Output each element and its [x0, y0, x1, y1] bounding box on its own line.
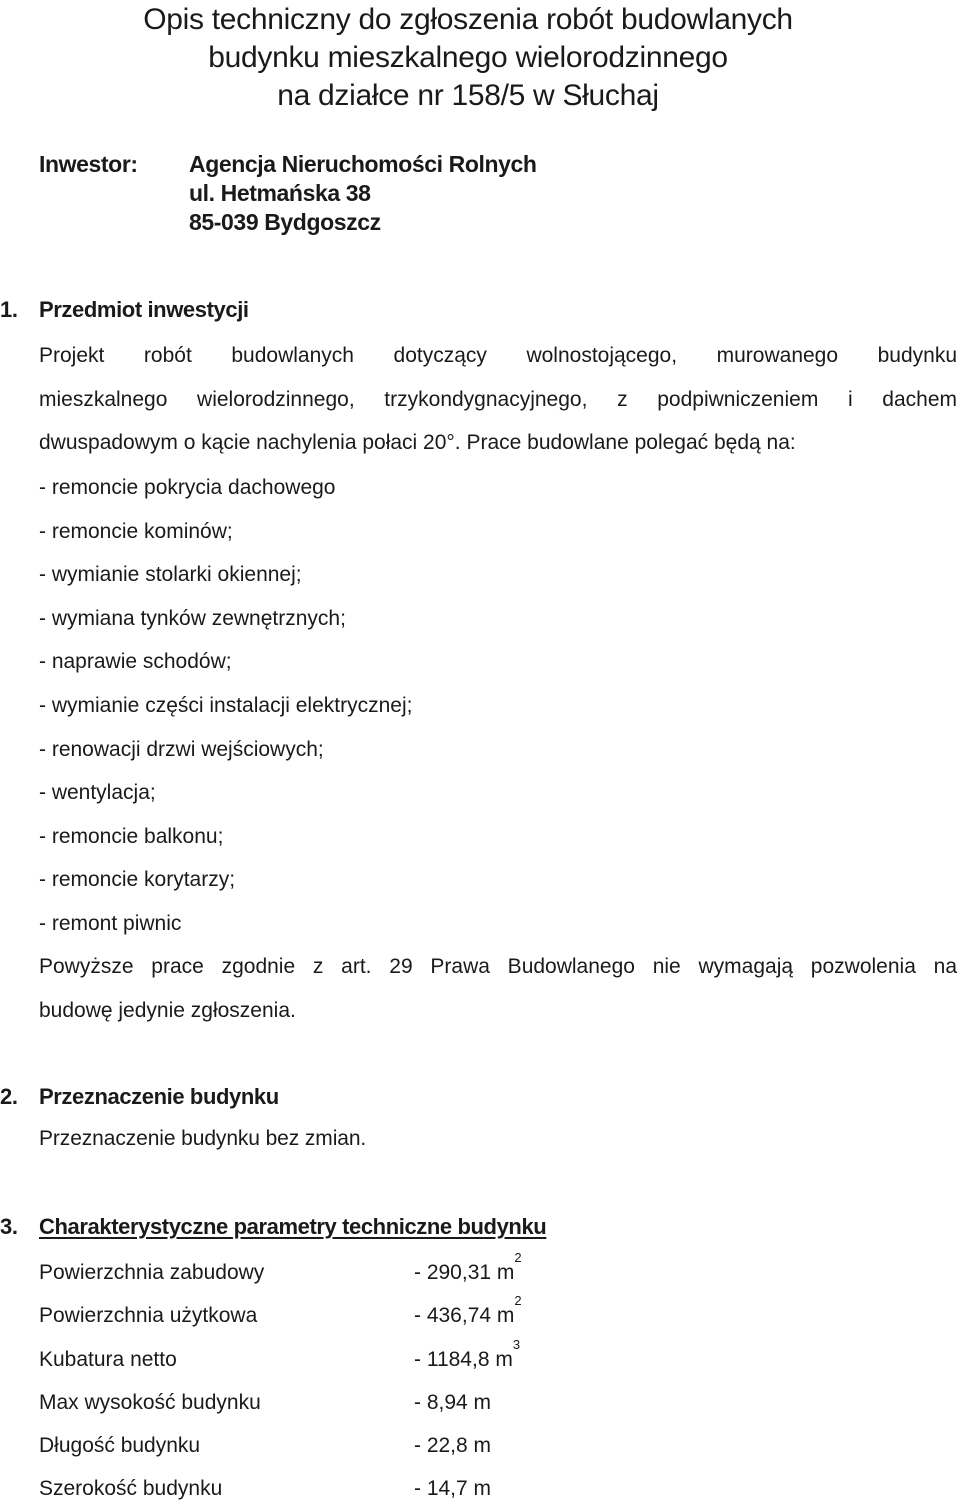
list-item: - remont piwnic — [39, 911, 182, 935]
intro-line-3: dwuspadowym o kącie nachylenia połaci 20°. Prace budowlane polegać będą na: — [39, 431, 796, 454]
section-2-text: Przeznaczenie budynku bez zmian. — [39, 1127, 367, 1150]
closing-line-1: Powyższe prace zgodnie z art. 29 Prawa Budowlanego nie wymagają pozwolenia na — [39, 955, 957, 978]
investor-street: ul. Hetmańska 38 — [189, 180, 371, 206]
investor-city: 85-039 Bydgoszcz — [189, 209, 381, 235]
section-2-title: Przeznaczenie budynku — [39, 1084, 279, 1109]
parameter-value: - 436,74 $m^2$ — [414, 1293, 522, 1328]
document-title — [0, 0, 936, 115]
works-list — [39, 466, 412, 946]
section-2-number: 2. — [0, 1084, 18, 1109]
parameter-value: - 22,8 m — [414, 1434, 492, 1458]
list-item: - wymiana tynków zewnętrznych; — [39, 606, 346, 630]
title-line-3: na działce nr 158/5 w Słuchaj — [277, 79, 659, 112]
unit-exponent: 3 — [512, 1336, 521, 1352]
investor-name: Agencja Nieruchomości Rolnych — [189, 151, 537, 177]
list-item: - renowacji drzwi wejściowych; — [39, 737, 324, 761]
parameter-value: - 8,94 m — [414, 1390, 492, 1414]
parameter-label: Max wysokość budynku — [39, 1390, 261, 1414]
parameter-value: - 1184,8 $m^3$ — [414, 1336, 521, 1371]
section-3-title: Charakterystyczne parametry techniczne budynku — [39, 1214, 547, 1239]
parameter-label: Powierzchnia użytkowa — [39, 1304, 258, 1328]
list-item: - wymianie stolarki okiennej; — [39, 563, 302, 587]
investor-address — [189, 150, 537, 237]
section-3-number: 3. — [0, 1214, 18, 1239]
unit-exponent: 2 — [514, 1293, 522, 1309]
list-item: - remoncie korytarzy; — [39, 868, 236, 892]
list-item: - remoncie kominów; — [39, 519, 233, 543]
parameter-value: - 290,31 $m^2$ — [414, 1250, 522, 1284]
intro-line-2: mieszkalnego wielorodzinnego, trzykondygnacyjnego, z podpiwniczeniem i dachem — [39, 387, 957, 411]
title-line-1: Opis techniczny do zgłoszenia robót budowlanych — [143, 3, 793, 36]
parameter-label: Długość budynku — [39, 1434, 201, 1458]
parameter-label: Kubatura netto — [39, 1347, 177, 1371]
list-item: - wymianie części instalacji elektrycznej; — [39, 693, 413, 717]
list-item: - remoncie pokrycia dachowego — [39, 476, 336, 499]
section-1-closing — [39, 945, 957, 1032]
parameter-value: - 14,7 m — [414, 1477, 492, 1501]
closing-line-2: budowę jedynie zgłoszenia. — [39, 998, 296, 1022]
title-line-2: budynku mieszkalnego wielorodzinnego — [208, 41, 728, 74]
unit-exponent: 2 — [514, 1250, 522, 1265]
parameter-label: Szerokość budynku — [39, 1477, 223, 1501]
intro-line-1: Projekt robót budowlanych dotyczący wolnostojącego, murowanego budynku — [39, 344, 957, 367]
parameter-label: Powierzchnia zabudowy — [39, 1261, 265, 1284]
list-item: - wentylacja; — [39, 781, 156, 805]
section-1-title: Przedmiot inwestycji — [39, 297, 249, 322]
section-1-intro — [39, 334, 957, 465]
section-1-number: 1. — [0, 297, 18, 322]
investor-label: Inwestor: — [39, 151, 138, 177]
list-item: - naprawie schodów; — [39, 650, 232, 674]
list-item: - remoncie balkonu; — [39, 824, 224, 848]
